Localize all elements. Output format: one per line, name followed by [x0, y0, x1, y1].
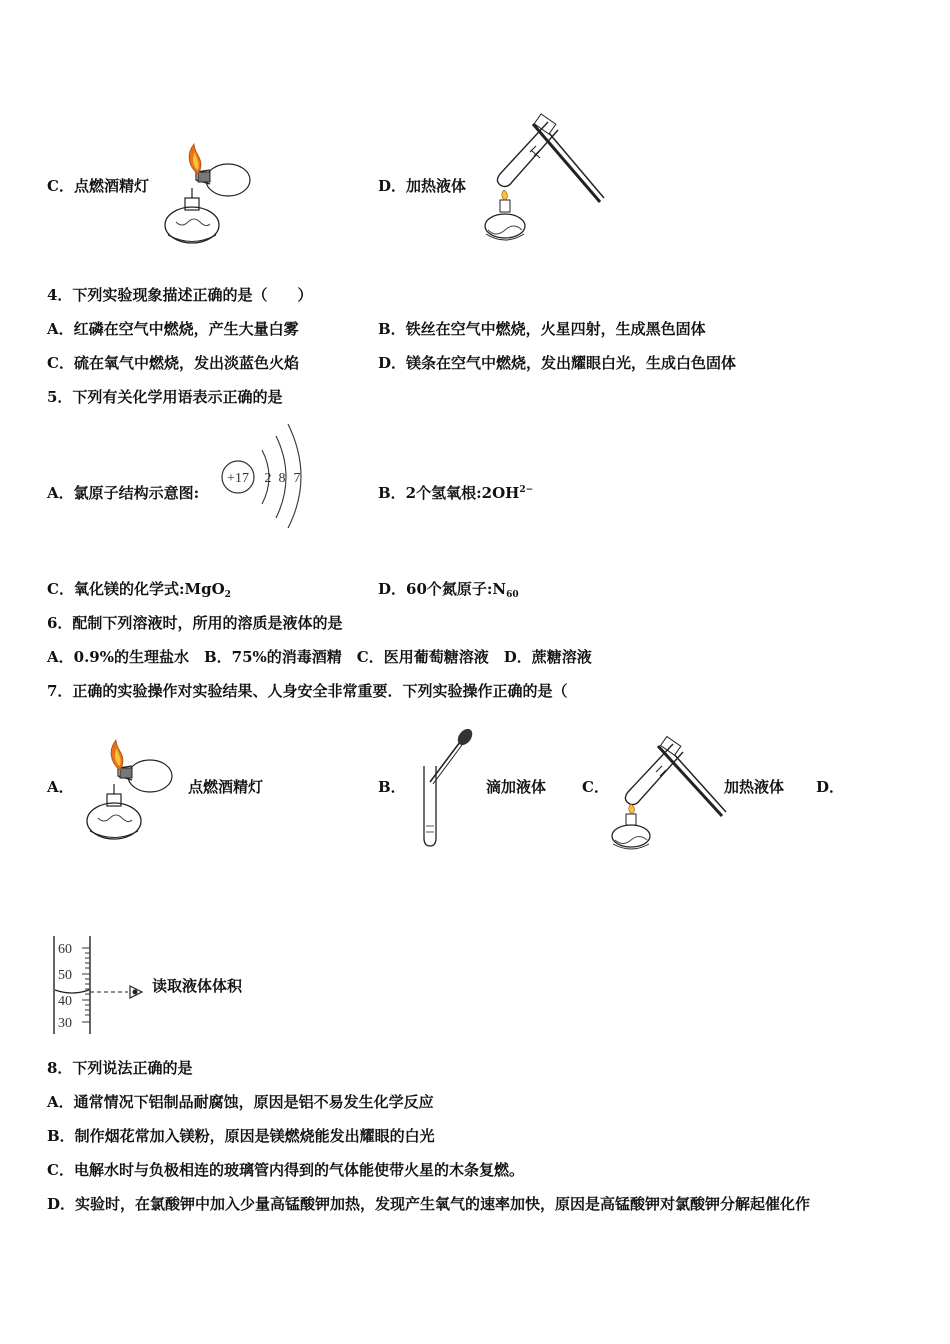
q5-option-d-subscript: 60 [506, 590, 519, 600]
tick-label-30: 30 [58, 1016, 72, 1031]
q7-option-c-letter[interactable]: C． [582, 778, 609, 796]
q7-option-b-label: 滴加液体 [486, 778, 547, 796]
dropper-test-tube-icon [412, 726, 478, 850]
q7-option-d-label: 读取液体体积 [152, 977, 243, 995]
q4-stem: 4．下列实验现象描述正确的是（ ） [47, 286, 313, 304]
q5-option-b[interactable] [378, 483, 533, 503]
q5-option-c-text: C．氧化镁的化学式:MgO [47, 580, 225, 598]
q3-option-c[interactable] [47, 176, 149, 196]
q8-option-d[interactable]: D．实验时，在氯酸钾中加入少量高锰酸钾加热，发现产生氧气的速率加快，原因是高锰酸钾对氯酸钾分解起催化作 [47, 1195, 811, 1213]
shell-2-electrons: 8 [278, 471, 286, 486]
q8-stem: 8．下列说法正确的是 [47, 1059, 193, 1077]
q5-option-d-text: D．60个氮原子:N [378, 580, 507, 598]
tick-label-40: 40 [58, 994, 72, 1009]
q5-option-b-text: B．2个氢氧根:2OH [378, 484, 520, 502]
lamp-lighting-icon [80, 736, 180, 844]
q8-option-b[interactable]: B．制作烟花常加入镁粉，原因是镁燃烧能发出耀眼的白光 [47, 1127, 435, 1145]
lamp-lighting-icon [158, 140, 256, 250]
q7-option-a-label: 点燃酒精灯 [188, 778, 264, 796]
chlorine-atom-diagram [218, 420, 318, 528]
shell-3-electrons: 7 [293, 471, 301, 486]
q5-option-d[interactable] [378, 579, 519, 599]
q7-stem: 7．正确的实验操作对实验结果、人身安全非常重要．下列实验操作正确的是（ [47, 682, 568, 700]
q8-option-c[interactable]: C．电解水时与负极相连的玻璃管内得到的气体能使带火星的木条复燃。 [47, 1161, 524, 1179]
q3-option-c-text: 点燃酒精灯 [73, 177, 149, 195]
q5-option-b-charge: 2− [519, 485, 534, 495]
q5-option-c-subscript: 2 [224, 590, 231, 600]
tick-label-50: 50 [58, 968, 72, 983]
nucleus-charge: +17 [227, 471, 249, 486]
q3-d-heating-figure [478, 112, 608, 250]
q8-option-a[interactable]: A．通常情况下铝制品耐腐蚀，原因是铝不易发生化学反应 [47, 1093, 434, 1111]
q3-option-d[interactable] [378, 176, 466, 196]
q7-option-b-letter[interactable]: B． [378, 778, 406, 796]
graduated-cylinder-icon [50, 934, 152, 1036]
q5-option-a[interactable]: A．氯原子结构示意图: [47, 484, 200, 502]
q7-a-lamp-figure [80, 736, 180, 844]
q7-d-cylinder-figure [50, 934, 152, 1036]
tick-label-60: 60 [58, 942, 72, 957]
q5-stem: 5．下列有关化学用语表示正确的是 [47, 388, 283, 406]
q4-option-c[interactable]: C．硫在氧气中燃烧，发出淡蓝色火焰 [47, 354, 299, 372]
q4-option-d[interactable]: D．镁条在空气中燃烧，发出耀眼白光，生成白色固体 [378, 354, 737, 372]
q6-options[interactable]: A．0.9%的生理盐水 B．75%的消毒酒精 C．医用葡萄糖溶液 D．蔗糖溶液 [47, 648, 592, 666]
q3-c-lamp-figure [158, 140, 256, 250]
q3-option-d-letter: D． [378, 177, 407, 195]
q4-option-a[interactable]: A．红磷在空气中燃烧，产生大量白雾 [47, 320, 299, 338]
q7-c-heating-figure [606, 736, 730, 856]
q7-option-a-letter[interactable]: A． [47, 778, 74, 796]
shell-1-electrons: 2 [264, 471, 272, 486]
q7-b-dropper-figure [412, 726, 478, 850]
q3-option-d-text: 加热液体 [406, 177, 467, 195]
q4-option-b[interactable]: B．铁丝在空气中燃烧，火星四射，生成黑色固体 [378, 320, 706, 338]
test-tube-heating-icon [478, 112, 608, 250]
q7-option-c-label: 加热液体 [724, 778, 785, 796]
q6-stem: 6．配制下列溶液时，所用的溶质是液体的是 [47, 614, 343, 632]
q5-option-c[interactable] [47, 579, 231, 599]
test-tube-heating-icon [606, 736, 730, 856]
q3-option-c-letter: C． [47, 177, 74, 195]
q7-option-d-letter[interactable]: D． [816, 778, 845, 796]
